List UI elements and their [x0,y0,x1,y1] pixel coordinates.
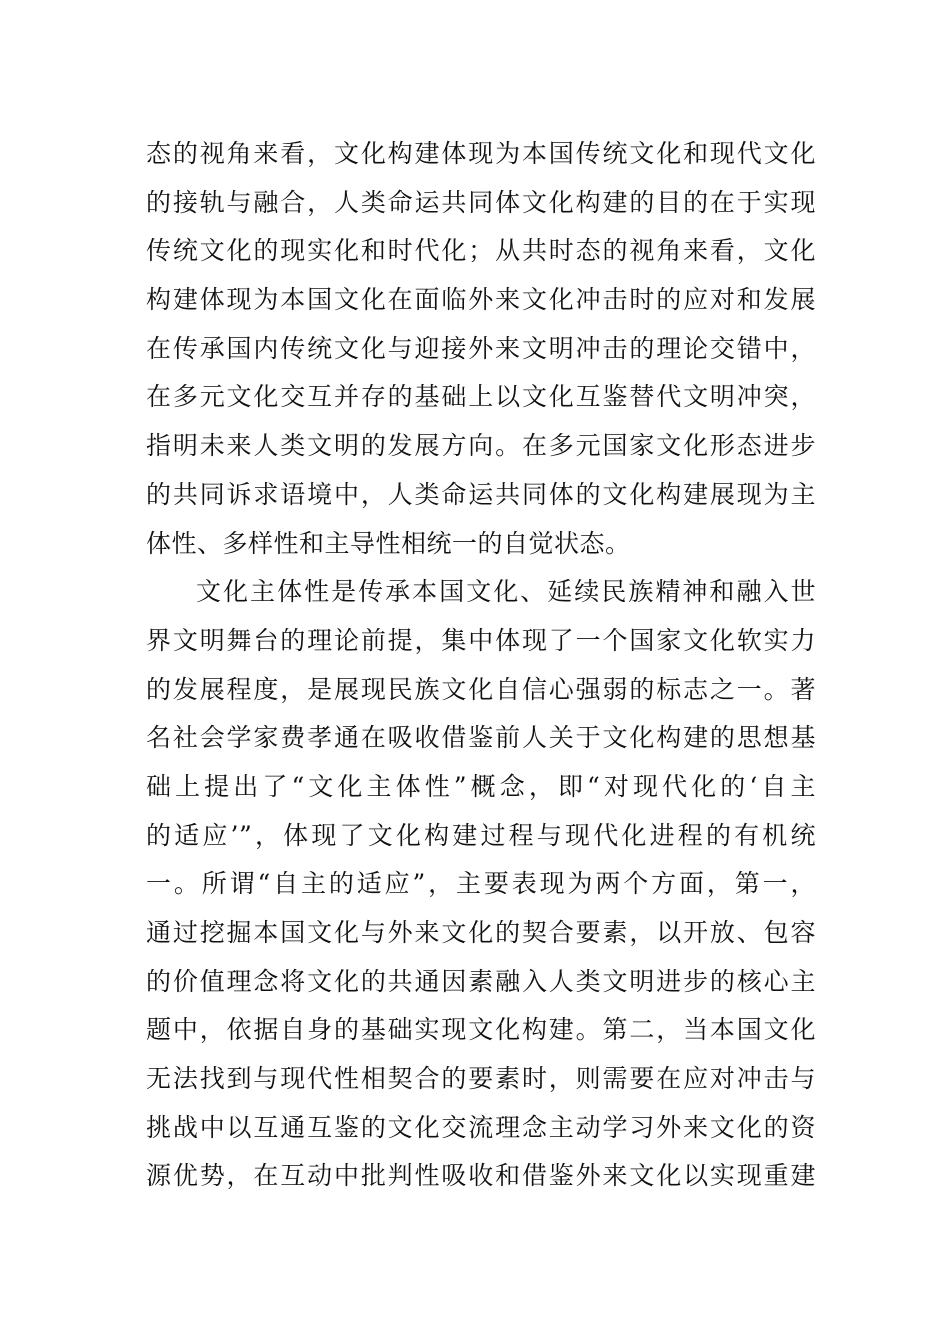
text-line-2: 的接轨与融合，人类命运共同体文化构建的目的在于实现 [146,187,816,217]
text-line-4: 构建体现为本国文化在面临外来文化冲击时的应对和发展 [146,285,816,315]
text-line-20: 无法找到与现代性相契合的要素时，则需要在应对冲击与 [146,1064,816,1094]
text-line-22: 源优势，在互动中批判性吸收和借鉴外来文化以实现重建 [146,1161,816,1191]
text-line-18: 的价值理念将文化的共通因素融入人类文明进步的核心主 [146,966,816,996]
text-line-5: 在传承国内传统文化与迎接外来文明冲击的理论交错中， [146,333,816,363]
text-line-11: 界文明舞台的理论前提，集中体现了一个国家文化软实力 [146,625,816,655]
text-line-7: 指明未来人类文明的发展方向。在多元国家文化形态进步 [146,431,816,461]
text-line-1: 态的视角来看，文化构建体现为本国传统文化和现代文化 [146,139,816,168]
body-text [146,130,816,1201]
text-line-17: 通过挖掘本国文化与外来文化的契合要素，以开放、包容 [146,918,816,947]
text-line-8: 的共同诉求语境中，人类命运共同体的文化构建展现为主 [146,479,816,509]
text-line-16: 一。所谓“自主的适应”，主要表现为两个方面，第一， [146,869,816,899]
text-line-12: 的发展程度，是展现民族文化自信心强弱的标志之一。著 [146,674,816,704]
text-line-3: 传统文化的现实化和时代化；从共时态的视角来看，文化 [146,236,816,266]
text-line-14: 础上提出了“文化主体性”概念，即“对现代化的‘自主 [146,771,816,801]
text-line-9: 体性、多样性和主导性相统一的自觉状态。 [146,528,631,558]
text-line-6: 在多元文化交互并存的基础上以文化互鉴替代文明冲突， [146,382,816,412]
text-line-10: 文化主体性是传承本国文化、延续民族精神和融入世 [196,577,816,607]
text-line-13: 名社会学家费孝通在吸收借鉴前人关于文化构建的思想基 [146,723,816,753]
text-line-19: 题中，依据自身的基础实现文化构建。第二，当本国文化 [146,1015,816,1045]
text-line-21: 挑战中以互通互鉴的文化交流理念主动学习外来文化的资 [146,1112,816,1142]
text-line-15: 的适应’”，体现了文化构建过程与现代化进程的有机统 [146,820,816,850]
